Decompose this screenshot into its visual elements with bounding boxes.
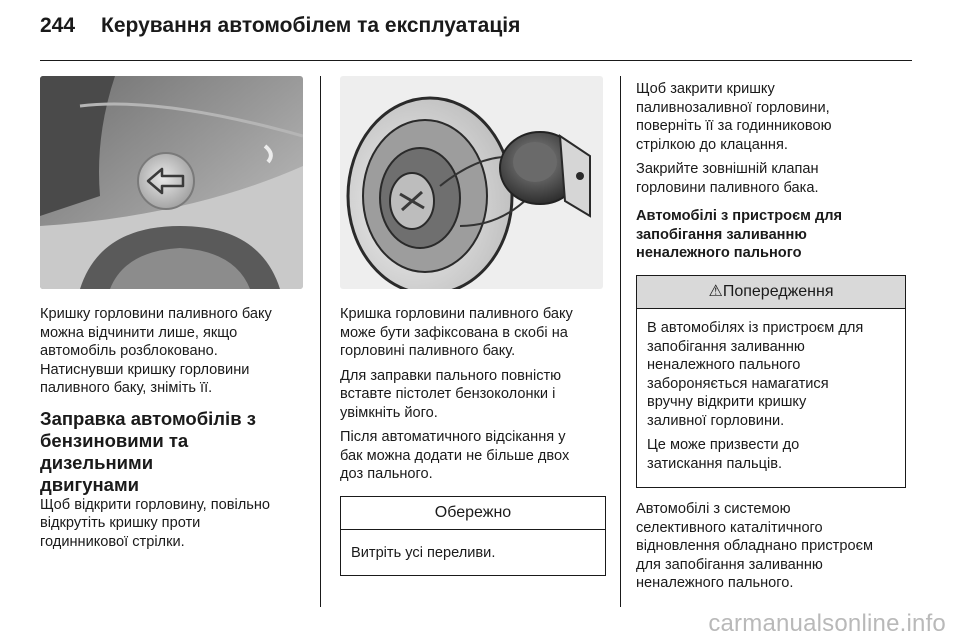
warning-text: В автомобілях із пристроєм для запобігання заливанню неналежного пального забороняється намагатися вручну відкрити кришку заливної горловини. bbox=[647, 320, 864, 429]
warning-text-2: Це може призвести до затискання пальців. bbox=[647, 437, 800, 472]
auto-cutoff-text: Після автоматичного відсікання у бак можна додати не більше двох доз пального. bbox=[340, 429, 570, 482]
page-title: Керування автомобілем та експлуатація bbox=[101, 14, 521, 37]
warning-title: ⚠Попередження bbox=[637, 276, 905, 310]
warning-icon: ⚠ bbox=[708, 282, 723, 300]
column-divider-2 bbox=[620, 76, 621, 607]
caution-box bbox=[340, 496, 606, 576]
header-rule bbox=[40, 60, 912, 61]
caution-text: Витріть усі переливи. bbox=[351, 545, 496, 561]
fuel-cap-open-text: Кришку горловини паливного баку можна відчинити лише, якщо автомобіль розблоковано. Натиснувши кришку горловини паливного баку, зніміть її. bbox=[40, 306, 272, 396]
column-3 bbox=[636, 80, 906, 599]
fuel-door-photo bbox=[40, 76, 303, 289]
warning-box bbox=[636, 275, 906, 489]
page-header bbox=[40, 14, 520, 48]
page-number: 244 bbox=[40, 14, 76, 37]
column-2 bbox=[340, 76, 606, 576]
cap-bracket-text: Кришка горловини паливного баку може бути зафіксована в скобі на горловині паливного баку. bbox=[340, 306, 573, 359]
open-filler-text: Щоб відкрити горловину, повільно відкрутіть кришку проти годинникової стрілки. bbox=[40, 496, 271, 550]
column-divider-1 bbox=[320, 76, 321, 607]
column-1 bbox=[40, 76, 306, 557]
watermark: carmanualsonline.info bbox=[708, 610, 946, 637]
caution-title: Обережно bbox=[341, 497, 605, 531]
section-heading-misfuel: Автомобілі з пристроєм для запобігання заливанню неналежного пального bbox=[636, 208, 843, 261]
fuel-cap-bracket-photo bbox=[340, 76, 603, 289]
full-refuel-text: Для заправки пального повністю вставте пістолет бензоколонки і увімкніть його. bbox=[340, 367, 562, 421]
scr-system-text: Автомобілі з системою селективного каталітичного відновлення обладнано пристроєм для запобігання заливанню неналежного пального. bbox=[636, 501, 874, 591]
close-cap-text: Щоб закрити кришку паливнозаливної горловини, поверніть її за годинниковою стрілкою до клацання. bbox=[636, 81, 832, 153]
close-flap-text: Закрийте зовнішній клапан горловини паливного бака. bbox=[636, 161, 819, 196]
section-heading-refuelling: Заправка автомобілів з бензиновими та дизельними двигунами bbox=[40, 407, 256, 495]
